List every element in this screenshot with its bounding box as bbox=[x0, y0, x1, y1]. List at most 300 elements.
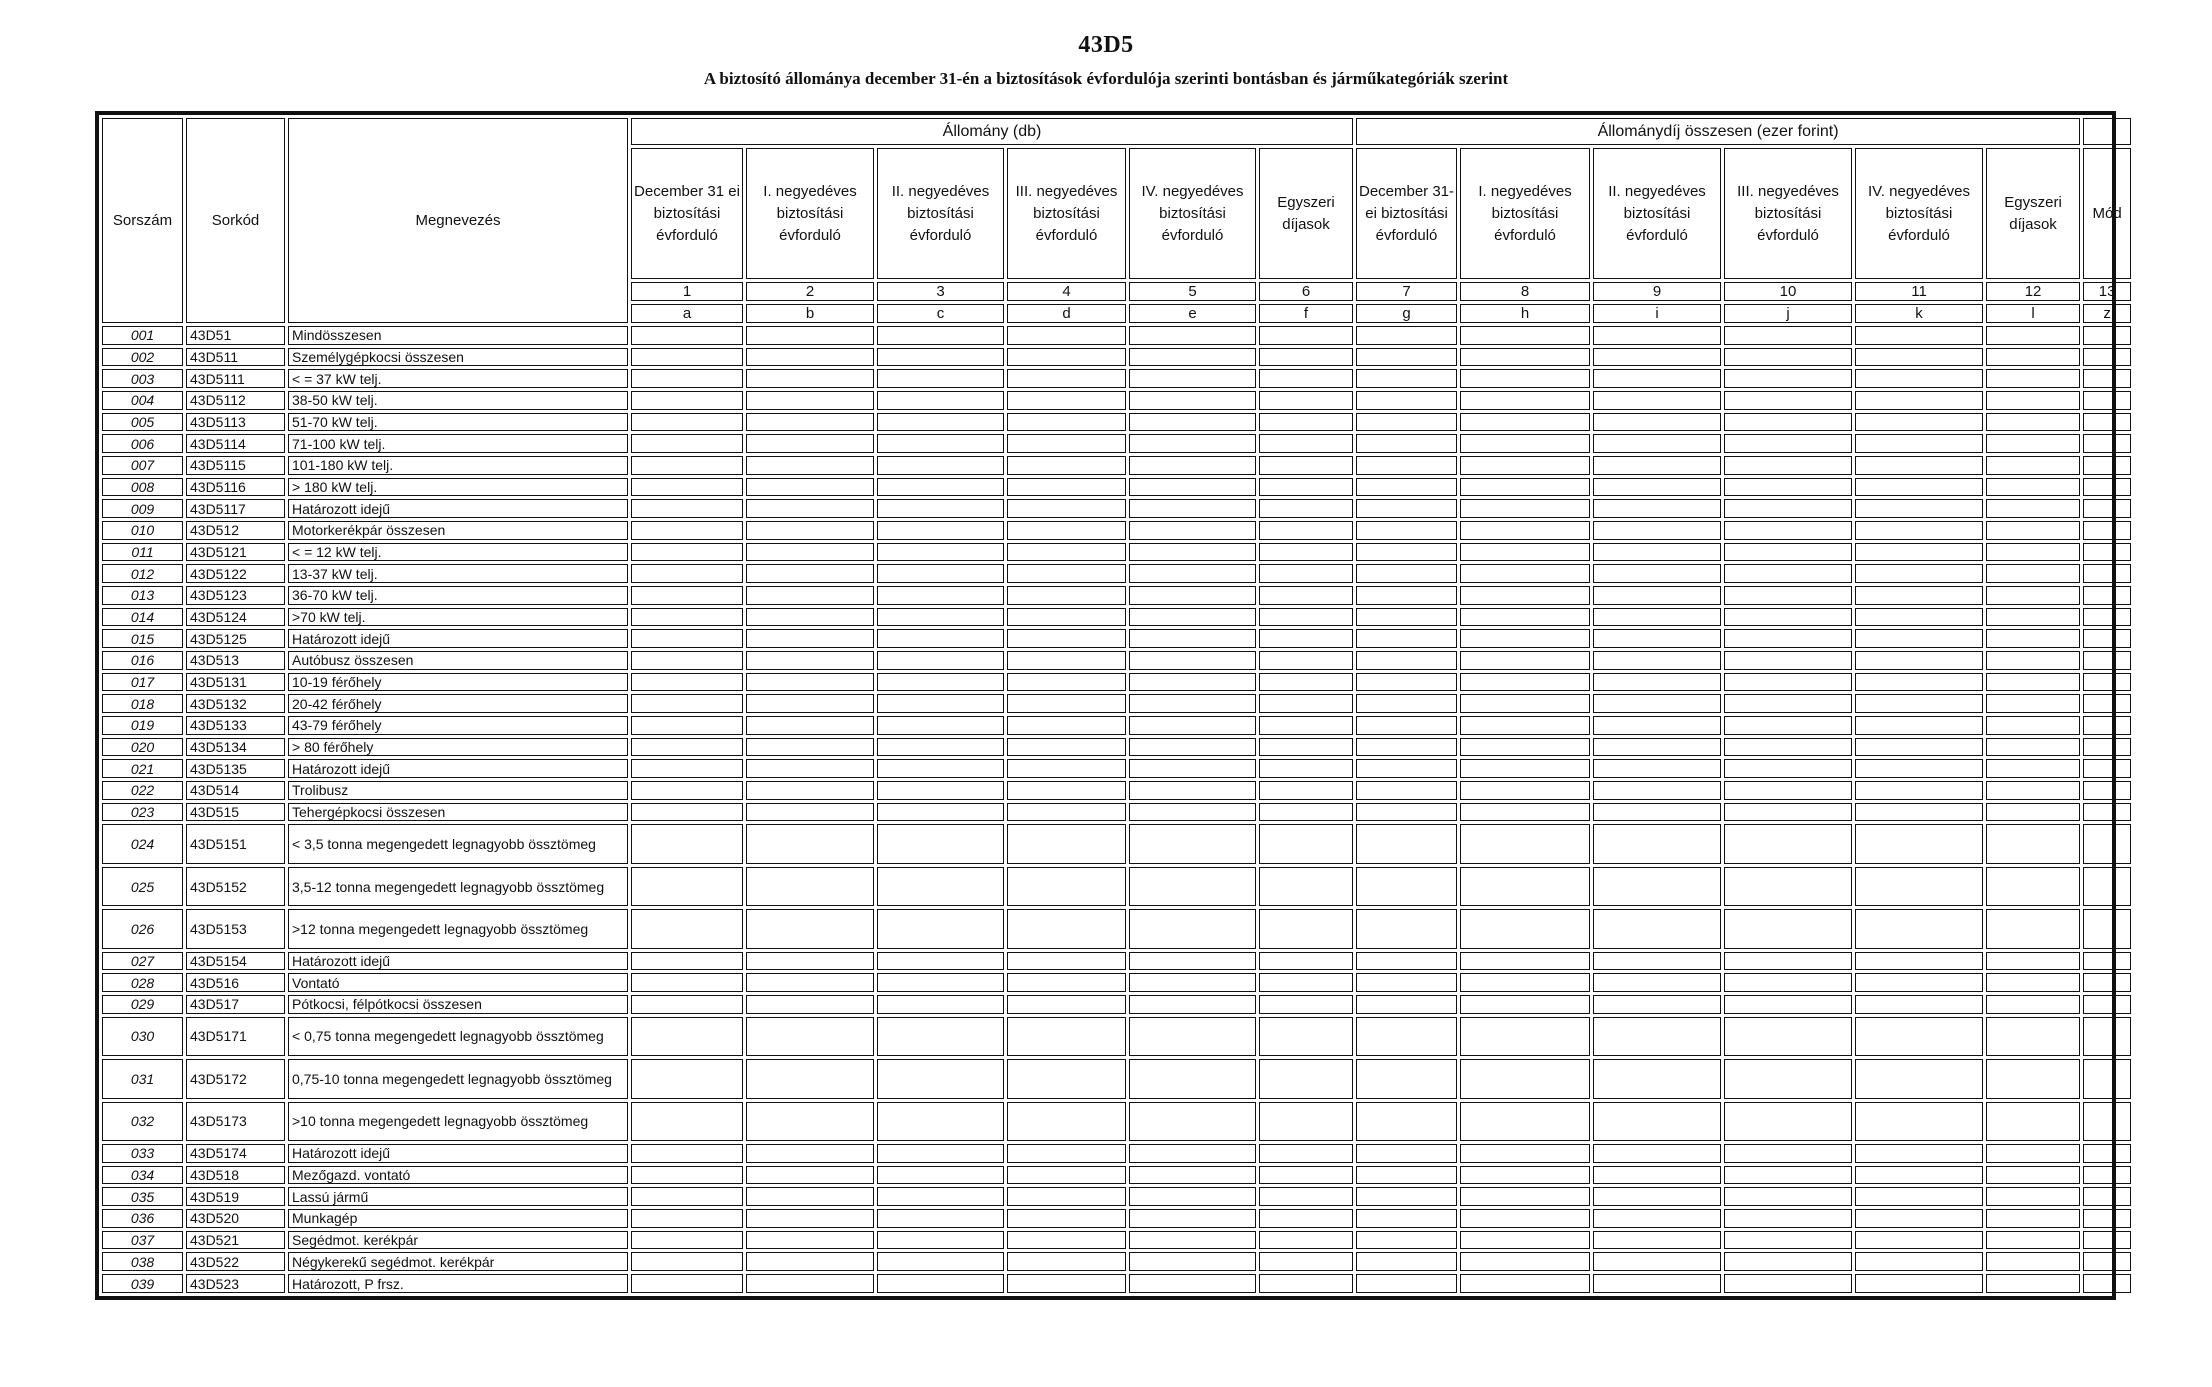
data-cell[interactable] bbox=[1460, 1166, 1590, 1185]
data-cell[interactable] bbox=[1986, 413, 2080, 432]
data-cell[interactable] bbox=[631, 1017, 743, 1056]
data-cell[interactable] bbox=[631, 1102, 743, 1141]
data-cell[interactable] bbox=[1986, 952, 2080, 971]
data-cell[interactable] bbox=[1007, 781, 1126, 800]
data-cell[interactable] bbox=[1356, 716, 1457, 735]
data-cell[interactable] bbox=[1593, 348, 1721, 367]
data-cell[interactable] bbox=[1259, 781, 1353, 800]
data-cell[interactable] bbox=[1129, 391, 1256, 410]
data-cell[interactable] bbox=[1593, 824, 1721, 863]
data-cell[interactable] bbox=[1593, 369, 1721, 388]
data-cell[interactable] bbox=[2083, 803, 2131, 822]
data-cell[interactable] bbox=[1007, 995, 1126, 1014]
data-cell[interactable] bbox=[1129, 759, 1256, 778]
data-cell[interactable] bbox=[1986, 1252, 2080, 1271]
data-cell[interactable] bbox=[1593, 608, 1721, 627]
data-cell[interactable] bbox=[1855, 391, 1983, 410]
data-cell[interactable] bbox=[1356, 1274, 1457, 1293]
data-cell[interactable] bbox=[2083, 1231, 2131, 1250]
data-cell[interactable] bbox=[1724, 867, 1852, 906]
data-cell[interactable] bbox=[1724, 413, 1852, 432]
data-cell[interactable] bbox=[877, 586, 1004, 605]
data-cell[interactable] bbox=[1724, 716, 1852, 735]
data-cell[interactable] bbox=[746, 521, 874, 540]
data-cell[interactable] bbox=[1986, 1059, 2080, 1098]
data-cell[interactable] bbox=[746, 1187, 874, 1206]
data-cell[interactable] bbox=[877, 673, 1004, 692]
data-cell[interactable] bbox=[1855, 413, 1983, 432]
data-cell[interactable] bbox=[1259, 973, 1353, 992]
data-cell[interactable] bbox=[1593, 867, 1721, 906]
data-cell[interactable] bbox=[2083, 867, 2131, 906]
data-cell[interactable] bbox=[1129, 1166, 1256, 1185]
data-cell[interactable] bbox=[1259, 694, 1353, 713]
data-cell[interactable] bbox=[1259, 608, 1353, 627]
data-cell[interactable] bbox=[631, 478, 743, 497]
data-cell[interactable] bbox=[1129, 651, 1256, 670]
data-cell[interactable] bbox=[2083, 1274, 2131, 1293]
data-cell[interactable] bbox=[1356, 434, 1457, 453]
data-cell[interactable] bbox=[1460, 1017, 1590, 1056]
data-cell[interactable] bbox=[1855, 608, 1983, 627]
data-cell[interactable] bbox=[1724, 694, 1852, 713]
data-cell[interactable] bbox=[1460, 1231, 1590, 1250]
data-cell[interactable] bbox=[1356, 1252, 1457, 1271]
data-cell[interactable] bbox=[1356, 369, 1457, 388]
data-cell[interactable] bbox=[1986, 478, 2080, 497]
data-cell[interactable] bbox=[1259, 348, 1353, 367]
data-cell[interactable] bbox=[1724, 824, 1852, 863]
data-cell[interactable] bbox=[1356, 781, 1457, 800]
data-cell[interactable] bbox=[1593, 716, 1721, 735]
data-cell[interactable] bbox=[2083, 434, 2131, 453]
data-cell[interactable] bbox=[1593, 1166, 1721, 1185]
data-cell[interactable] bbox=[1593, 1017, 1721, 1056]
data-cell[interactable] bbox=[1855, 564, 1983, 583]
data-cell[interactable] bbox=[2083, 413, 2131, 432]
data-cell[interactable] bbox=[1007, 1187, 1126, 1206]
data-cell[interactable] bbox=[1356, 499, 1457, 518]
data-cell[interactable] bbox=[631, 499, 743, 518]
data-cell[interactable] bbox=[1129, 1059, 1256, 1098]
data-cell[interactable] bbox=[1724, 521, 1852, 540]
data-cell[interactable] bbox=[631, 326, 743, 345]
data-cell[interactable] bbox=[631, 348, 743, 367]
data-cell[interactable] bbox=[1986, 738, 2080, 757]
data-cell[interactable] bbox=[1460, 1102, 1590, 1141]
data-cell[interactable] bbox=[631, 694, 743, 713]
data-cell[interactable] bbox=[1129, 629, 1256, 648]
data-cell[interactable] bbox=[1129, 326, 1256, 345]
data-cell[interactable] bbox=[1593, 781, 1721, 800]
data-cell[interactable] bbox=[1259, 1187, 1353, 1206]
data-cell[interactable] bbox=[1855, 629, 1983, 648]
data-cell[interactable] bbox=[1855, 1209, 1983, 1228]
data-cell[interactable] bbox=[1460, 1252, 1590, 1271]
data-cell[interactable] bbox=[1724, 478, 1852, 497]
data-cell[interactable] bbox=[1460, 1209, 1590, 1228]
data-cell[interactable] bbox=[1460, 1187, 1590, 1206]
data-cell[interactable] bbox=[1356, 1187, 1457, 1206]
data-cell[interactable] bbox=[1855, 456, 1983, 475]
data-cell[interactable] bbox=[877, 824, 1004, 863]
data-cell[interactable] bbox=[2083, 673, 2131, 692]
data-cell[interactable] bbox=[1855, 694, 1983, 713]
data-cell[interactable] bbox=[2083, 1059, 2131, 1098]
data-cell[interactable] bbox=[1007, 456, 1126, 475]
data-cell[interactable] bbox=[1007, 673, 1126, 692]
data-cell[interactable] bbox=[631, 995, 743, 1014]
data-cell[interactable] bbox=[877, 369, 1004, 388]
data-cell[interactable] bbox=[877, 738, 1004, 757]
data-cell[interactable] bbox=[1986, 651, 2080, 670]
data-cell[interactable] bbox=[2083, 478, 2131, 497]
data-cell[interactable] bbox=[1593, 1059, 1721, 1098]
data-cell[interactable] bbox=[1986, 824, 2080, 863]
data-cell[interactable] bbox=[746, 738, 874, 757]
data-cell[interactable] bbox=[1259, 521, 1353, 540]
data-cell[interactable] bbox=[1724, 434, 1852, 453]
data-cell[interactable] bbox=[1356, 608, 1457, 627]
data-cell[interactable] bbox=[1855, 434, 1983, 453]
data-cell[interactable] bbox=[1129, 995, 1256, 1014]
data-cell[interactable] bbox=[746, 434, 874, 453]
data-cell[interactable] bbox=[2083, 759, 2131, 778]
data-cell[interactable] bbox=[1007, 694, 1126, 713]
data-cell[interactable] bbox=[1593, 803, 1721, 822]
data-cell[interactable] bbox=[746, 586, 874, 605]
data-cell[interactable] bbox=[877, 564, 1004, 583]
data-cell[interactable] bbox=[1259, 1209, 1353, 1228]
data-cell[interactable] bbox=[1460, 629, 1590, 648]
data-cell[interactable] bbox=[1593, 1231, 1721, 1250]
data-cell[interactable] bbox=[1259, 499, 1353, 518]
data-cell[interactable] bbox=[1356, 1231, 1457, 1250]
data-cell[interactable] bbox=[1129, 952, 1256, 971]
data-cell[interactable] bbox=[1593, 1187, 1721, 1206]
data-cell[interactable] bbox=[1986, 759, 2080, 778]
data-cell[interactable] bbox=[1259, 716, 1353, 735]
data-cell[interactable] bbox=[1593, 1102, 1721, 1141]
data-cell[interactable] bbox=[746, 1231, 874, 1250]
data-cell[interactable] bbox=[1855, 478, 1983, 497]
data-cell[interactable] bbox=[1593, 759, 1721, 778]
data-cell[interactable] bbox=[1007, 608, 1126, 627]
data-cell[interactable] bbox=[1855, 1252, 1983, 1271]
data-cell[interactable] bbox=[1724, 1231, 1852, 1250]
data-cell[interactable] bbox=[1460, 781, 1590, 800]
data-cell[interactable] bbox=[1460, 413, 1590, 432]
data-cell[interactable] bbox=[1259, 803, 1353, 822]
data-cell[interactable] bbox=[877, 1274, 1004, 1293]
data-cell[interactable] bbox=[1259, 952, 1353, 971]
data-cell[interactable] bbox=[1007, 973, 1126, 992]
data-cell[interactable] bbox=[1007, 1231, 1126, 1250]
data-cell[interactable] bbox=[877, 1209, 1004, 1228]
data-cell[interactable] bbox=[1986, 564, 2080, 583]
data-cell[interactable] bbox=[1593, 738, 1721, 757]
data-cell[interactable] bbox=[1724, 781, 1852, 800]
data-cell[interactable] bbox=[1259, 995, 1353, 1014]
data-cell[interactable] bbox=[1593, 434, 1721, 453]
data-cell[interactable] bbox=[746, 1144, 874, 1163]
data-cell[interactable] bbox=[1007, 716, 1126, 735]
data-cell[interactable] bbox=[1129, 564, 1256, 583]
data-cell[interactable] bbox=[1724, 1274, 1852, 1293]
data-cell[interactable] bbox=[1855, 867, 1983, 906]
data-cell[interactable] bbox=[1356, 1166, 1457, 1185]
data-cell[interactable] bbox=[1986, 369, 2080, 388]
data-cell[interactable] bbox=[1460, 651, 1590, 670]
data-cell[interactable] bbox=[1593, 1252, 1721, 1271]
data-cell[interactable] bbox=[746, 973, 874, 992]
data-cell[interactable] bbox=[1259, 478, 1353, 497]
data-cell[interactable] bbox=[1986, 909, 2080, 948]
data-cell[interactable] bbox=[1855, 738, 1983, 757]
data-cell[interactable] bbox=[1986, 434, 2080, 453]
data-cell[interactable] bbox=[1986, 499, 2080, 518]
data-cell[interactable] bbox=[1129, 608, 1256, 627]
data-cell[interactable] bbox=[1986, 803, 2080, 822]
data-cell[interactable] bbox=[1986, 995, 2080, 1014]
data-cell[interactable] bbox=[1007, 391, 1126, 410]
data-cell[interactable] bbox=[1724, 499, 1852, 518]
data-cell[interactable] bbox=[746, 694, 874, 713]
data-cell[interactable] bbox=[1356, 564, 1457, 583]
data-cell[interactable] bbox=[1007, 1274, 1126, 1293]
data-cell[interactable] bbox=[1007, 824, 1126, 863]
data-cell[interactable] bbox=[1593, 391, 1721, 410]
data-cell[interactable] bbox=[2083, 499, 2131, 518]
data-cell[interactable] bbox=[1986, 326, 2080, 345]
data-cell[interactable] bbox=[1855, 326, 1983, 345]
data-cell[interactable] bbox=[1356, 543, 1457, 562]
data-cell[interactable] bbox=[1986, 781, 2080, 800]
data-cell[interactable] bbox=[1129, 1252, 1256, 1271]
data-cell[interactable] bbox=[1129, 1231, 1256, 1250]
data-cell[interactable] bbox=[1460, 326, 1590, 345]
data-cell[interactable] bbox=[1986, 867, 2080, 906]
data-cell[interactable] bbox=[746, 1252, 874, 1271]
data-cell[interactable] bbox=[631, 803, 743, 822]
data-cell[interactable] bbox=[877, 326, 1004, 345]
data-cell[interactable] bbox=[1460, 391, 1590, 410]
data-cell[interactable] bbox=[746, 326, 874, 345]
data-cell[interactable] bbox=[1259, 738, 1353, 757]
data-cell[interactable] bbox=[1855, 1166, 1983, 1185]
data-cell[interactable] bbox=[2083, 1166, 2131, 1185]
data-cell[interactable] bbox=[1356, 952, 1457, 971]
data-cell[interactable] bbox=[1460, 909, 1590, 948]
data-cell[interactable] bbox=[1007, 326, 1126, 345]
data-cell[interactable] bbox=[1986, 1274, 2080, 1293]
data-cell[interactable] bbox=[1356, 413, 1457, 432]
data-cell[interactable] bbox=[1129, 1017, 1256, 1056]
data-cell[interactable] bbox=[1356, 909, 1457, 948]
data-cell[interactable] bbox=[2083, 651, 2131, 670]
data-cell[interactable] bbox=[1356, 326, 1457, 345]
data-cell[interactable] bbox=[1986, 391, 2080, 410]
data-cell[interactable] bbox=[1129, 694, 1256, 713]
data-cell[interactable] bbox=[1129, 543, 1256, 562]
data-cell[interactable] bbox=[1460, 434, 1590, 453]
data-cell[interactable] bbox=[1007, 1166, 1126, 1185]
data-cell[interactable] bbox=[1986, 586, 2080, 605]
data-cell[interactable] bbox=[1356, 1144, 1457, 1163]
data-cell[interactable] bbox=[1129, 456, 1256, 475]
data-cell[interactable] bbox=[877, 1166, 1004, 1185]
data-cell[interactable] bbox=[1724, 564, 1852, 583]
data-cell[interactable] bbox=[2083, 1252, 2131, 1271]
data-cell[interactable] bbox=[1356, 1017, 1457, 1056]
data-cell[interactable] bbox=[1007, 434, 1126, 453]
data-cell[interactable] bbox=[877, 1017, 1004, 1056]
data-cell[interactable] bbox=[1855, 651, 1983, 670]
data-cell[interactable] bbox=[631, 759, 743, 778]
data-cell[interactable] bbox=[1259, 673, 1353, 692]
data-cell[interactable] bbox=[746, 651, 874, 670]
data-cell[interactable] bbox=[1855, 1274, 1983, 1293]
data-cell[interactable] bbox=[2083, 543, 2131, 562]
data-cell[interactable] bbox=[2083, 629, 2131, 648]
data-cell[interactable] bbox=[1356, 694, 1457, 713]
data-cell[interactable] bbox=[631, 608, 743, 627]
data-cell[interactable] bbox=[746, 564, 874, 583]
data-cell[interactable] bbox=[877, 348, 1004, 367]
data-cell[interactable] bbox=[2083, 586, 2131, 605]
data-cell[interactable] bbox=[1986, 1209, 2080, 1228]
data-cell[interactable] bbox=[1356, 738, 1457, 757]
data-cell[interactable] bbox=[1259, 456, 1353, 475]
data-cell[interactable] bbox=[746, 803, 874, 822]
data-cell[interactable] bbox=[1129, 478, 1256, 497]
data-cell[interactable] bbox=[1007, 499, 1126, 518]
data-cell[interactable] bbox=[631, 738, 743, 757]
data-cell[interactable] bbox=[1724, 651, 1852, 670]
data-cell[interactable] bbox=[1007, 1059, 1126, 1098]
data-cell[interactable] bbox=[1129, 673, 1256, 692]
data-cell[interactable] bbox=[1259, 1274, 1353, 1293]
data-cell[interactable] bbox=[2083, 391, 2131, 410]
data-cell[interactable] bbox=[1593, 1274, 1721, 1293]
data-cell[interactable] bbox=[1593, 673, 1721, 692]
data-cell[interactable] bbox=[1986, 543, 2080, 562]
data-cell[interactable] bbox=[746, 543, 874, 562]
data-cell[interactable] bbox=[1460, 456, 1590, 475]
data-cell[interactable] bbox=[746, 781, 874, 800]
data-cell[interactable] bbox=[631, 456, 743, 475]
data-cell[interactable] bbox=[631, 952, 743, 971]
data-cell[interactable] bbox=[2083, 564, 2131, 583]
data-cell[interactable] bbox=[1724, 803, 1852, 822]
data-cell[interactable] bbox=[1986, 1231, 2080, 1250]
data-cell[interactable] bbox=[1007, 1102, 1126, 1141]
data-cell[interactable] bbox=[1129, 909, 1256, 948]
data-cell[interactable] bbox=[2083, 909, 2131, 948]
data-cell[interactable] bbox=[877, 1187, 1004, 1206]
data-cell[interactable] bbox=[1356, 456, 1457, 475]
data-cell[interactable] bbox=[631, 781, 743, 800]
data-cell[interactable] bbox=[746, 673, 874, 692]
data-cell[interactable] bbox=[1855, 348, 1983, 367]
data-cell[interactable] bbox=[631, 651, 743, 670]
data-cell[interactable] bbox=[1007, 564, 1126, 583]
data-cell[interactable] bbox=[1855, 973, 1983, 992]
data-cell[interactable] bbox=[1007, 629, 1126, 648]
data-cell[interactable] bbox=[1129, 434, 1256, 453]
data-cell[interactable] bbox=[877, 995, 1004, 1014]
data-cell[interactable] bbox=[746, 369, 874, 388]
data-cell[interactable] bbox=[1259, 909, 1353, 948]
data-cell[interactable] bbox=[877, 521, 1004, 540]
data-cell[interactable] bbox=[746, 629, 874, 648]
data-cell[interactable] bbox=[877, 1231, 1004, 1250]
data-cell[interactable] bbox=[1986, 694, 2080, 713]
data-cell[interactable] bbox=[1007, 1252, 1126, 1271]
data-cell[interactable] bbox=[1724, 759, 1852, 778]
data-cell[interactable] bbox=[877, 1059, 1004, 1098]
data-cell[interactable] bbox=[631, 909, 743, 948]
data-cell[interactable] bbox=[1855, 803, 1983, 822]
data-cell[interactable] bbox=[1356, 1059, 1457, 1098]
data-cell[interactable] bbox=[1986, 1102, 2080, 1141]
data-cell[interactable] bbox=[1593, 478, 1721, 497]
data-cell[interactable] bbox=[631, 1209, 743, 1228]
data-cell[interactable] bbox=[877, 456, 1004, 475]
data-cell[interactable] bbox=[1724, 952, 1852, 971]
data-cell[interactable] bbox=[1259, 413, 1353, 432]
data-cell[interactable] bbox=[877, 499, 1004, 518]
data-cell[interactable] bbox=[1986, 716, 2080, 735]
data-cell[interactable] bbox=[1007, 952, 1126, 971]
data-cell[interactable] bbox=[1356, 759, 1457, 778]
data-cell[interactable] bbox=[746, 995, 874, 1014]
data-cell[interactable] bbox=[1855, 759, 1983, 778]
data-cell[interactable] bbox=[631, 1187, 743, 1206]
data-cell[interactable] bbox=[877, 803, 1004, 822]
data-cell[interactable] bbox=[1259, 326, 1353, 345]
data-cell[interactable] bbox=[1259, 391, 1353, 410]
data-cell[interactable] bbox=[1460, 543, 1590, 562]
data-cell[interactable] bbox=[1259, 1231, 1353, 1250]
data-cell[interactable] bbox=[1356, 1209, 1457, 1228]
data-cell[interactable] bbox=[1986, 1166, 2080, 1185]
data-cell[interactable] bbox=[1129, 803, 1256, 822]
data-cell[interactable] bbox=[1460, 521, 1590, 540]
data-cell[interactable] bbox=[1593, 413, 1721, 432]
data-cell[interactable] bbox=[2083, 1187, 2131, 1206]
data-cell[interactable] bbox=[1460, 803, 1590, 822]
data-cell[interactable] bbox=[1724, 629, 1852, 648]
data-cell[interactable] bbox=[877, 1144, 1004, 1163]
data-cell[interactable] bbox=[1855, 1059, 1983, 1098]
data-cell[interactable] bbox=[1724, 1102, 1852, 1141]
data-cell[interactable] bbox=[631, 973, 743, 992]
data-cell[interactable] bbox=[746, 952, 874, 971]
data-cell[interactable] bbox=[1259, 1059, 1353, 1098]
data-cell[interactable] bbox=[1855, 586, 1983, 605]
data-cell[interactable] bbox=[1986, 608, 2080, 627]
data-cell[interactable] bbox=[631, 716, 743, 735]
data-cell[interactable] bbox=[631, 586, 743, 605]
data-cell[interactable] bbox=[1855, 1102, 1983, 1141]
data-cell[interactable] bbox=[1129, 521, 1256, 540]
data-cell[interactable] bbox=[1007, 803, 1126, 822]
data-cell[interactable] bbox=[746, 478, 874, 497]
data-cell[interactable] bbox=[1724, 1144, 1852, 1163]
data-cell[interactable] bbox=[746, 391, 874, 410]
data-cell[interactable] bbox=[1007, 369, 1126, 388]
